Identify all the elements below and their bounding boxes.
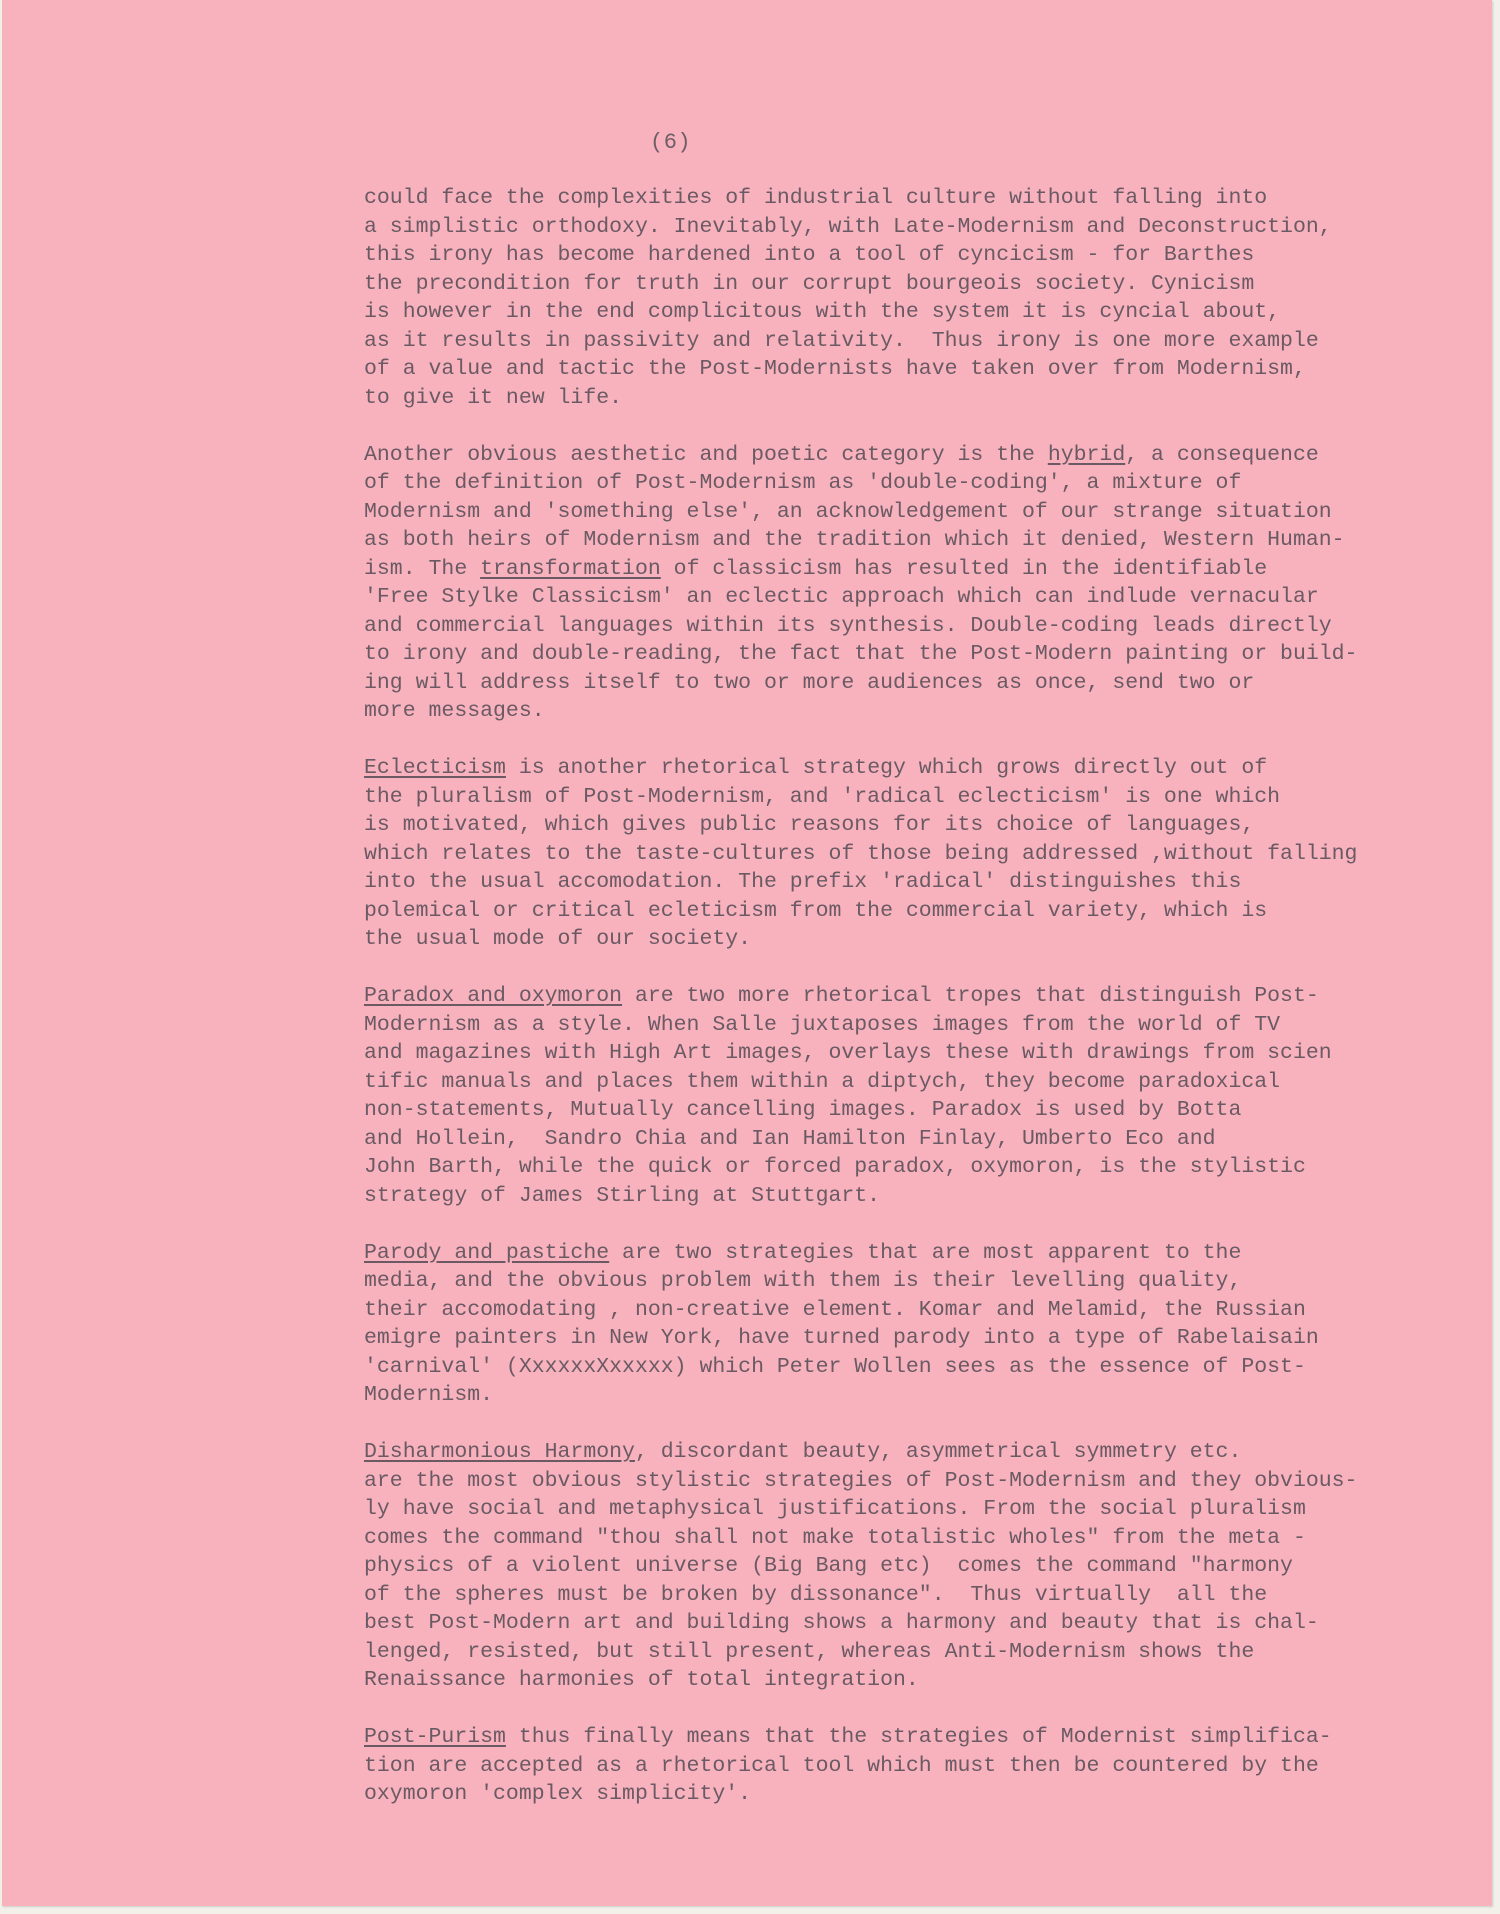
text-line: Renaissance harmonies of total integration. (364, 1668, 919, 1692)
body-text (364, 184, 1484, 1837)
text-line: to irony and double-reading, the fact that the Post-Modern painting or build- (364, 642, 1358, 666)
text-line: best Post-Modern art and building shows a harmony and beauty that is chal- (364, 1611, 1319, 1635)
text-line: Modernism and 'something else', an acknowledgement of our strange situation (364, 499, 1332, 524)
paragraph-irony (364, 184, 1484, 412)
text-line: 'Free Stylke Classicism' an eclectic approach which can indlude vernacular (364, 585, 1319, 609)
text-line: physics of a violent universe (Big Bang etc) comes the command "harmony (364, 1554, 1293, 1578)
text-line: a simplistic orthodoxy. Inevitably, with Late-Modernism and Deconstruction, (364, 214, 1332, 239)
paragraph-eclecticism (364, 754, 1484, 954)
text-line: the usual mode of our society. (364, 927, 752, 951)
text-line: emigre painters in New York, have turned parody into a type of Rabelaisain (364, 1326, 1319, 1350)
text-line: Paradox and oxymoron are two more rhetorical tropes that distinguish Post- (364, 984, 1319, 1008)
text-line: Post-Purism thus finally means that the strategies of Modernist simplifica- (364, 1725, 1332, 1749)
paragraph-paradox (364, 982, 1484, 1210)
underlined-term: Disharmonious Harmony (364, 1440, 635, 1464)
text-line: oxymoron 'complex simplicity'. (364, 1782, 752, 1806)
text-line: comes the command "thou shall not make totalistic wholes" from the meta - (364, 1525, 1306, 1550)
text-line: and commercial languages within its synthesis. Double-coding leads directly (364, 613, 1332, 638)
text-line: lenged, resisted, but still present, whereas Anti-Modernism shows the (364, 1639, 1255, 1664)
text-line: Modernism. (364, 1383, 494, 1407)
paragraph-disharmonious-harmony (364, 1438, 1484, 1695)
text-line: 'carnival' (XxxxxxXxxxxx) which Peter Wollen sees as the essence of Post- (364, 1354, 1306, 1379)
text-line: the precondition for truth in our corrupt bourgeois society. Cynicism (364, 271, 1255, 296)
text-line: strategy of James Stirling at Stuttgart. (364, 1183, 881, 1208)
text-line: could face the complexities of industrial culture without falling into (364, 186, 1268, 210)
text-line: which relates to the taste-cultures of those being addressed ,without falling (364, 841, 1358, 866)
underlined-term: Post-Purism (364, 1725, 506, 1749)
underlined-term: Parody and pastiche (364, 1240, 610, 1265)
text-line: their accomodating , non-creative element. Komar and Melamid, the Russian (364, 1297, 1306, 1322)
text-line: ly have social and metaphysical justifications. From the social pluralism (364, 1497, 1306, 1521)
text-line: polemical or critical ecleticism from the commercial variety, which is (364, 898, 1268, 923)
text-line: and magazines with High Art images, overlays these with drawings from scien (364, 1041, 1332, 1065)
text-line: ing will address itself to two or more audiences as once, send two or (364, 670, 1255, 695)
paragraph-parody (364, 1239, 1484, 1410)
text-line: as it results in passivity and relativity. Thus irony is one more example (364, 328, 1319, 353)
text-line: tion are accepted as a rhetorical tool which must then be countered by the (364, 1753, 1319, 1778)
text-line: non-statements, Mutually cancelling images. Paradox is used by Botta (364, 1098, 1242, 1122)
text-line: Modernism as a style. When Salle juxtaposes images from the world of TV (364, 1012, 1281, 1037)
text-line: to give it new life. (364, 385, 623, 410)
paragraph-post-purism (364, 1723, 1484, 1809)
text-line: of the definition of Post-Modernism as 'double-coding', a mixture of (364, 471, 1242, 495)
underlined-term: Paradox and oxymoron (364, 984, 623, 1008)
text-line: is motivated, which gives public reasons for its choice of languages, (364, 813, 1255, 837)
text-line: into the usual accomodation. The prefix 'radical' distinguishes this (364, 870, 1242, 894)
text-line: the pluralism of Post-Modernism, and 'radical eclecticism' is one which (364, 784, 1281, 809)
text-line: as both heirs of Modernism and the tradition which it denied, Western Human- (364, 528, 1345, 552)
text-line: tific manuals and places them within a diptych, they become paradoxical (364, 1069, 1281, 1094)
text-line: and Hollein, Sandro Chia and Ian Hamilton Finlay, Umberto Eco and (364, 1126, 1216, 1151)
paragraph-hybrid (364, 441, 1484, 726)
page-number: (6) (650, 130, 692, 155)
text-line: more messages. (364, 699, 545, 723)
text-line: this irony has become hardened into a tool of cyncicism - for Barthes (364, 243, 1255, 267)
text-line: is however in the end complicitous with the system it is cyncial about, (364, 300, 1281, 324)
underlined-term: hybrid (1047, 442, 1126, 467)
underlined-term: transformation (480, 556, 661, 581)
text-line: of the spheres must be broken by dissonance". Thus virtually all the (364, 1582, 1268, 1607)
text-line: Parody and pastiche are two strategies that are most apparent to the (364, 1240, 1242, 1265)
text-line: Another obvious aesthetic and poetic category is the hybrid, a consequence (364, 442, 1319, 467)
text-line: media, and the obvious problem with them is their levelling quality, (364, 1269, 1242, 1293)
text-line: Eclecticism is another rhetorical strategy which grows directly out of (364, 756, 1268, 780)
typescript-page (2, 0, 1492, 1906)
text-line: ism. The transformation of classicism has resulted in the identifiable (364, 556, 1268, 581)
underlined-term: Eclecticism (364, 756, 506, 780)
text-line: are the most obvious stylistic strategies of Post-Modernism and they obvious- (364, 1468, 1358, 1493)
text-line: of a value and tactic the Post-Modernists have taken over from Modernism, (364, 357, 1306, 381)
text-line: Disharmonious Harmony, discordant beauty, asymmetrical symmetry etc. (364, 1440, 1242, 1464)
text-line: John Barth, while the quick or forced paradox, oxymoron, is the stylistic (364, 1155, 1306, 1179)
